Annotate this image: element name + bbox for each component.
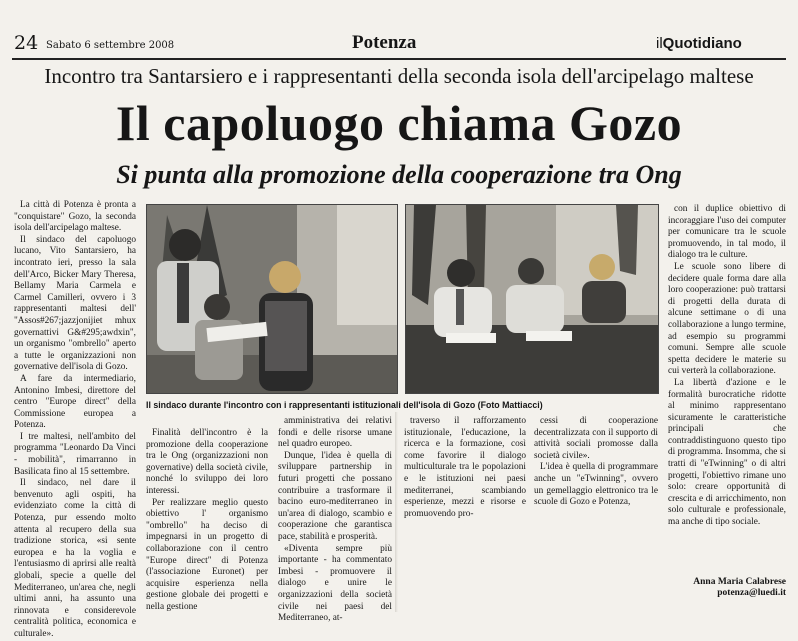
paragraph: Dunque, l'idea è quella di sviluppare partnership in futuri progetti che possano contribuire a trasformare il bacino euro-mediterraneo in un'area di dialogo, scambio e cooperazione che garantisca pace, stabilità e prosperità. — [278, 450, 392, 542]
page-number: 24 — [14, 32, 39, 54]
section-title: Potenza — [352, 32, 417, 53]
paragraph: I tre maltesi, nell'ambito del programma "Leonardo Da Vinci - mobilità", rimarranno in Basilicata fino al 15 settembre. — [14, 431, 136, 477]
paragraph: L'idea è quella di programmare anche un "eTwinning", ovvero un gemellaggio elettronico tra le scuole di Gozo e Potenza, — [534, 462, 658, 508]
article-byline — [668, 577, 786, 599]
paragraph: Le scuole sono libere di decidere quale forma dare alla loro cooperazione: può trattarsi di progetti della durata di alcune settimane o di una collaborazione a lungo termine, ad esempio su programmi comuni. Sempre alle scuole spetta decidere le materie su cui verterà la collaborazione. — [668, 261, 786, 377]
masthead-name: Quotidiano — [662, 35, 742, 52]
paragraph: con il duplice obiettivo di incoraggiare l'uso dei computer per comunicare tra le scuole promuovendo, in tal modo, il dialogo tra le culture. — [668, 204, 786, 261]
article-headline: Il capoluogo chiama Gozo — [115, 95, 683, 151]
article-subheadline: Si punta alla promozione della cooperazione tra Ong — [116, 160, 682, 189]
meeting-photo-table — [406, 205, 658, 393]
paragraph: Per realizzare meglio questo obiettivo l' organismo "ombrello" ha deciso di impegnarsi in un progetto di collaborazione con il centro "Europe direct" di Potenza (l'associazione Euronet) per acquisire esperienza nella gestione globale dei progetti e nella gestione — [146, 497, 268, 612]
header-rule — [12, 58, 786, 60]
newspaper-masthead — [656, 35, 742, 52]
paragraph: cessi di cooperazione decentralizzata con il supporto di attività sociali promosse dalla società civile». — [534, 416, 658, 461]
paragraph: A fare da intermediario, Antonino Imbesi, direttore del centro "Europe direct" della Commissione europea a Potenza. — [14, 373, 136, 431]
paragraph: amministrativa dei relativi fondi e delle risorse umane nel quadro europeo. — [278, 416, 392, 450]
article-overline: Incontro tra Santarsiero e i rappresentanti della seconda isola dell'arcipelago maltese — [44, 64, 754, 88]
article-column-6 — [668, 204, 786, 576]
publication-date: Sabato 6 settembre 2008 — [46, 40, 175, 51]
article-photo-2 — [405, 204, 659, 394]
article-column-5 — [534, 416, 658, 526]
article-column-1 — [14, 200, 136, 639]
article-column-3 — [278, 416, 392, 624]
paragraph: traverso il rafforzamento istituzionale, l'educazione, la ricerca e la formazione, così come favorire il dialogo multiculturale tra le popolazioni e le istituzioni nei paesi mediterranei, scambiando esperienze, mezzi e risorse e promuovendo pro- — [404, 416, 526, 519]
meeting-photo-mayor — [147, 205, 397, 393]
paragraph: La libertà d'azione e le formalità burocratiche ridotte al minimo rappresentano sicuramente le caratteristiche principali che contraddistinguono questo tipo di programma. Insomma, che si tratti di "eTwinning" o di altri progetti, l'obiettivo rimane uno solo: creare opportunità di crescita e di arricchimento, non solo culturale e professionale, ma anche di tipo sociale. — [668, 377, 786, 528]
author-email[interactable]: potenza@luedi.it — [717, 588, 786, 598]
paragraph: Il sindaco, nel dare il benvenuto agli ospiti, ha evidenziato come la città di Potenza, pur essendo molto attenta al recupero della sua tradizione storica, «si sente europea e ha la voglia e l'entusiasmo di aprirsi alle realtà globali, specie a quelle del Mediterraneo, un'area che, negli ultimi anni, ha assunto una rinnovata e considerevole centralità politica, economica e culturale». — [14, 478, 136, 639]
article-photo-1 — [146, 204, 398, 394]
paragraph: Finalità dell'incontro è la promozione della cooperazione tra le Ong (organizzazioni non governative) della società civile, nonché lo sviluppo dei loro interessi. — [146, 428, 268, 496]
paper-crease — [395, 412, 398, 612]
paragraph: «Diventa sempre più importante - ha commentato Imbesi - promuovere il dialogo e unire le organizzazioni della società civile nei paesi del Mediterraneo, at- — [278, 543, 392, 624]
article-column-2 — [146, 428, 268, 612]
masthead-prefix: il — [656, 35, 663, 52]
author-name: Anna Maria Calabrese — [693, 577, 786, 587]
article-column-4 — [404, 416, 526, 526]
photo-caption: Il sindaco durante l'incontro con i rappresentanti istituzionali dell'isola di Gozo (Foto Mattiacci) — [146, 400, 543, 410]
paragraph: Il sindaco del capoluogo lucano, Vito Santarsiero, ha incontrato ieri, presso la sala dell'Arco, Bicker Mary Theresa, Bellamy Maria Carmela e Carmel Camilleri, ovvero i 3 rappresentanti maltesi dell' "Assos#267;jazzjonijiet mhux governattivi G&#295;awdxin", un organismo "ombrello" aperto a tutte le organizzazioni non governative dell'isola di Gozo. — [14, 234, 136, 373]
paragraph: La città di Potenza è pronta a "conquistare" Gozo, la seconda isola dell'arcipelago maltese. — [14, 200, 136, 234]
